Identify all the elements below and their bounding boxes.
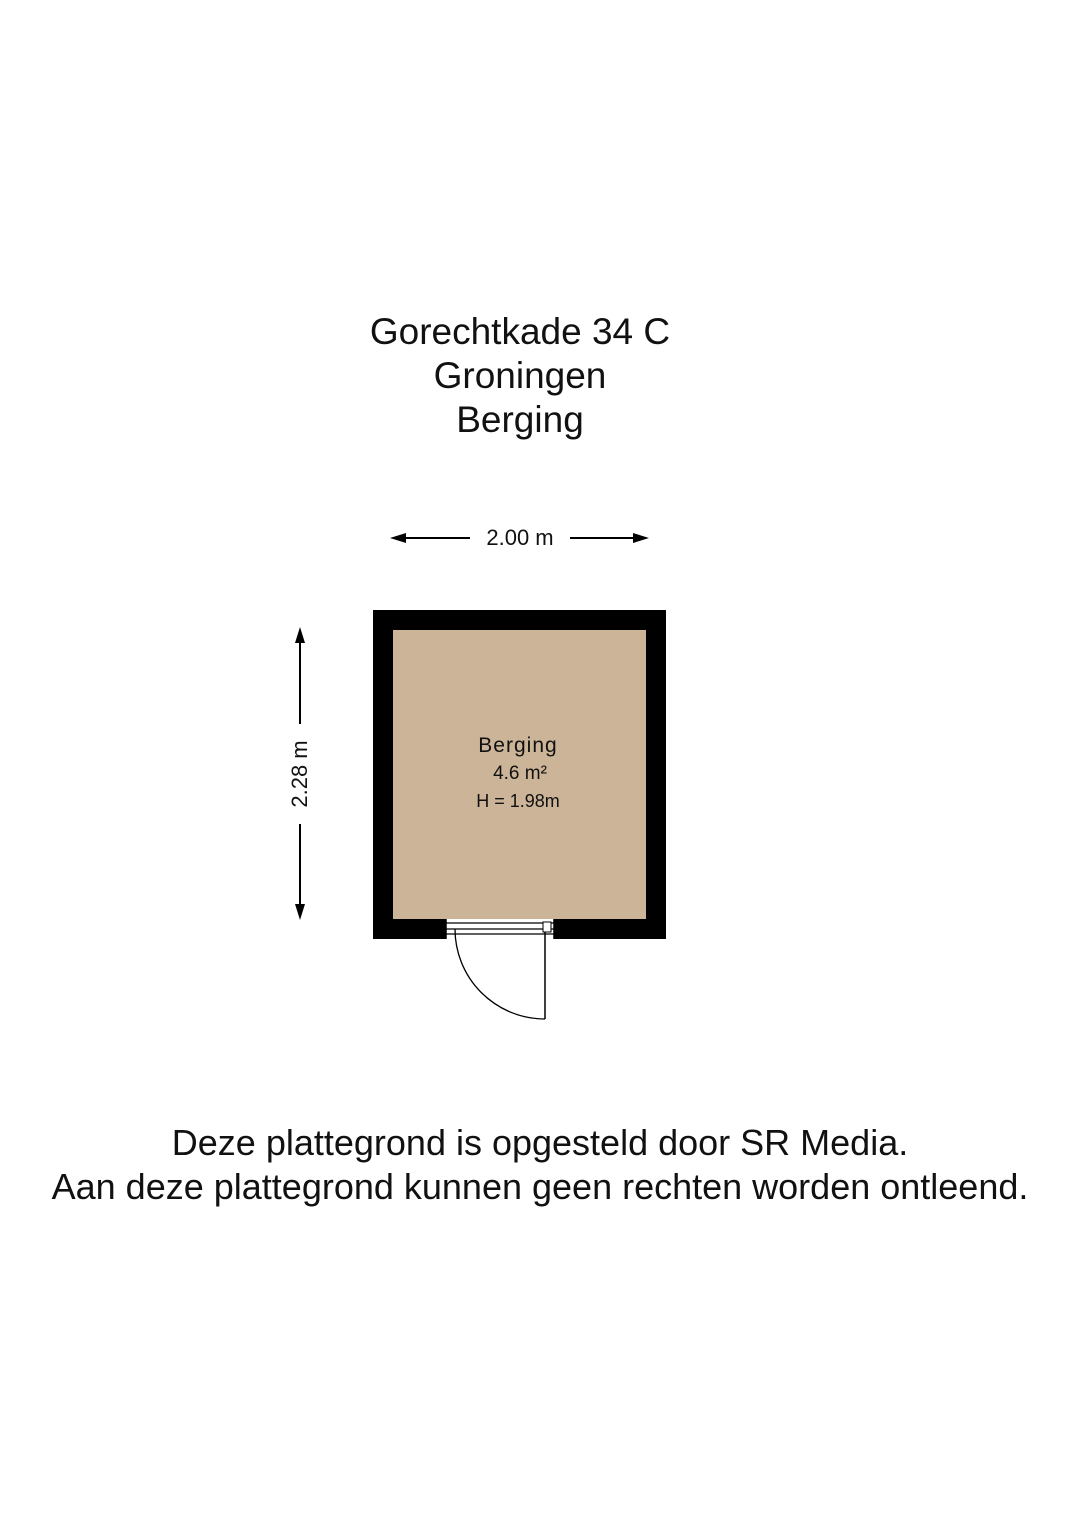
disclaimer [0,1121,1080,1209]
city-title: Groningen [433,355,607,396]
disclaimer-line-2: Aan deze plattegrond kunnen geen rechten worden ontleend. [51,1166,1029,1207]
width-dimension-label: 2.00 m [470,525,570,551]
room-height-label: H = 1.98m [476,791,560,811]
address-title: Gorechtkade 34 C [369,311,671,352]
height-dimension-label: 2.28 m [287,724,313,824]
plan-name-title: Berging [456,399,584,440]
door-swing-arc [455,929,545,1019]
room-name-label: Berging [478,734,558,757]
disclaimer-line-1: Deze plattegrond is opgesteld door SR Media. [171,1122,909,1163]
room-area-label: 4.6 m² [493,763,547,784]
door [446,919,554,1019]
